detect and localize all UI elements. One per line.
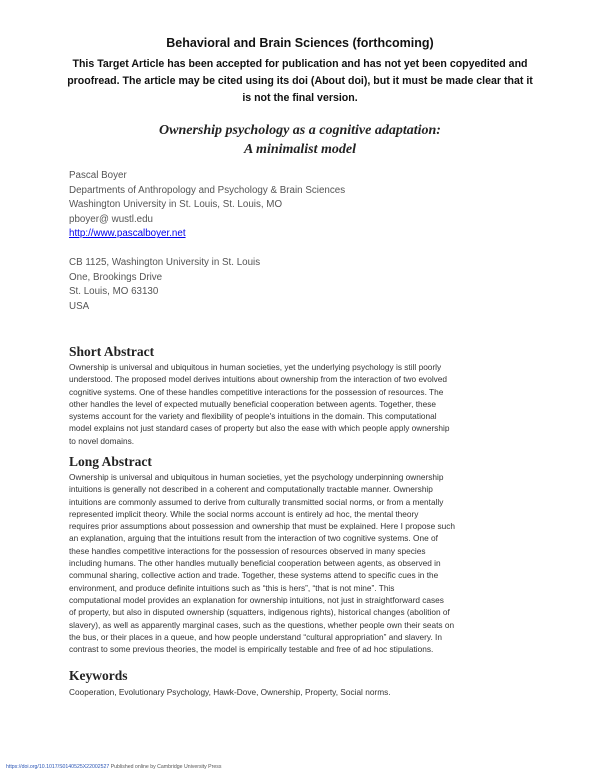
text-line: environment, and produce definite intuitions such as “this is hers”, “that is not mine”. This <box>69 582 395 593</box>
title-line: A minimalist model <box>243 142 357 157</box>
long-abstract-heading: Long Abstract <box>69 454 152 469</box>
title-line: Ownership psychology as a cognitive adaptation: <box>159 123 441 138</box>
text-line: an explanation, arguing that the intuitions result from the interaction of two cognitive systems. One of <box>69 533 438 544</box>
notice-line: is not the final version. <box>242 92 358 104</box>
text-line: Ownership is universal and ubiquitous in human societies, yet the psychology underpinning ownership <box>69 472 444 482</box>
keywords-line: Cooperation, Evolutionary Psychology, Hawk-Dove, Ownership, Property, Social norms. <box>69 687 391 697</box>
author-name: Pascal Boyer <box>69 170 127 181</box>
publisher-note: Published online by Cambridge University Press <box>109 764 222 770</box>
text-line: these handles competitive interactions for the possession of resources observed in many species <box>69 545 426 556</box>
text-line: to novel domains. <box>69 435 135 446</box>
text-line: including humans. The other handles mutually beneficial cooperation between agents, as observed in <box>69 558 441 569</box>
text-line: systems account for the variety and flexibility of people's intuitions in the domain. This computational <box>69 411 437 422</box>
keywords-text <box>69 686 535 698</box>
text-line: computational model provides an explanation for ownership intuitions, not just in straightforward cases <box>69 594 444 605</box>
text-line: of property, but also in disputed ownership (squatters, indigenous rights), historical changes (abolition of <box>69 607 450 618</box>
address-line: One, Brookings Drive <box>69 271 163 283</box>
address-line: USA <box>69 300 90 312</box>
text-line: other handles the level of expected mutually beneficial cooperation between agents. Together, these <box>69 398 437 409</box>
author-department: Departments of Anthropology and Psychology & Brain Sciences <box>69 184 346 196</box>
author-website-link[interactable]: http://www.pascalboyer.net <box>69 228 186 240</box>
postal-address <box>69 256 260 314</box>
article-title <box>0 121 600 159</box>
page-footer <box>6 764 221 770</box>
long-abstract-text <box>69 471 535 655</box>
publication-notice <box>60 56 540 107</box>
notice-line: This Target Article has been accepted for publication and has not yet been copyedited and <box>72 58 528 70</box>
address-line: St. Louis, MO 63130 <box>69 286 159 298</box>
text-line: understood. The proposed model derives intuitions about ownership from the interaction of two evolved <box>69 374 448 385</box>
text-line: intuitions is generally not described in a coherent and computationally tractable manner. Ownership <box>69 484 433 495</box>
text-line: the bus, or their places in a queue, and how people understand “cultural appropriation” and slavery. In <box>69 631 442 642</box>
author-email: pboyer@ wustl.edu <box>69 213 154 225</box>
text-line: requires prior assumptions about possession and ownership that must be explained. Here I propose such <box>69 521 456 532</box>
notice-line: proofread. The article may be cited using its doi (About doi), but it must be made clear that it <box>67 75 533 87</box>
text-line: communal sharing, collective action and trade. Together, these systems attend to specific cues in the <box>69 570 439 581</box>
doi-link[interactable]: https://doi.org/10.1017/S0140525X22002527 <box>6 764 110 770</box>
text-line: represented implicit theory. While the social norms account is entirely ad hoc, the mental theory <box>69 508 419 519</box>
text-line: intuitions are commonly assumed to derive from culturally transmitted social norms, or from a mentally <box>69 496 444 507</box>
address-line: CB 1125, Washington University in St. Louis <box>69 257 261 268</box>
keywords-heading: Keywords <box>69 668 128 683</box>
short-abstract-text <box>69 361 535 447</box>
text-line: slavery), as well as apparently marginal cases, such as the questions, whether people own their seats on <box>69 619 455 630</box>
author-block <box>69 169 345 242</box>
text-line: model explains not just standard cases of property but also the ease with which people apply ownership <box>69 423 450 434</box>
short-abstract-heading: Short Abstract <box>69 344 155 359</box>
author-university: Washington University in St. Louis, St. Louis, MO <box>69 199 283 211</box>
journal-header: Behavioral and Brain Sciences (forthcoming) <box>166 36 434 50</box>
text-line: contrast to some previous theories, the model is empirically testable and free of ad hoc stipulations. <box>69 644 434 655</box>
text-line: Ownership is universal and ubiquitous in human societies, yet the underlying psychology is still poorly <box>69 362 442 372</box>
text-line: cognitive systems. One of these handles competitive interactions for the possession of resources. The <box>69 386 444 397</box>
